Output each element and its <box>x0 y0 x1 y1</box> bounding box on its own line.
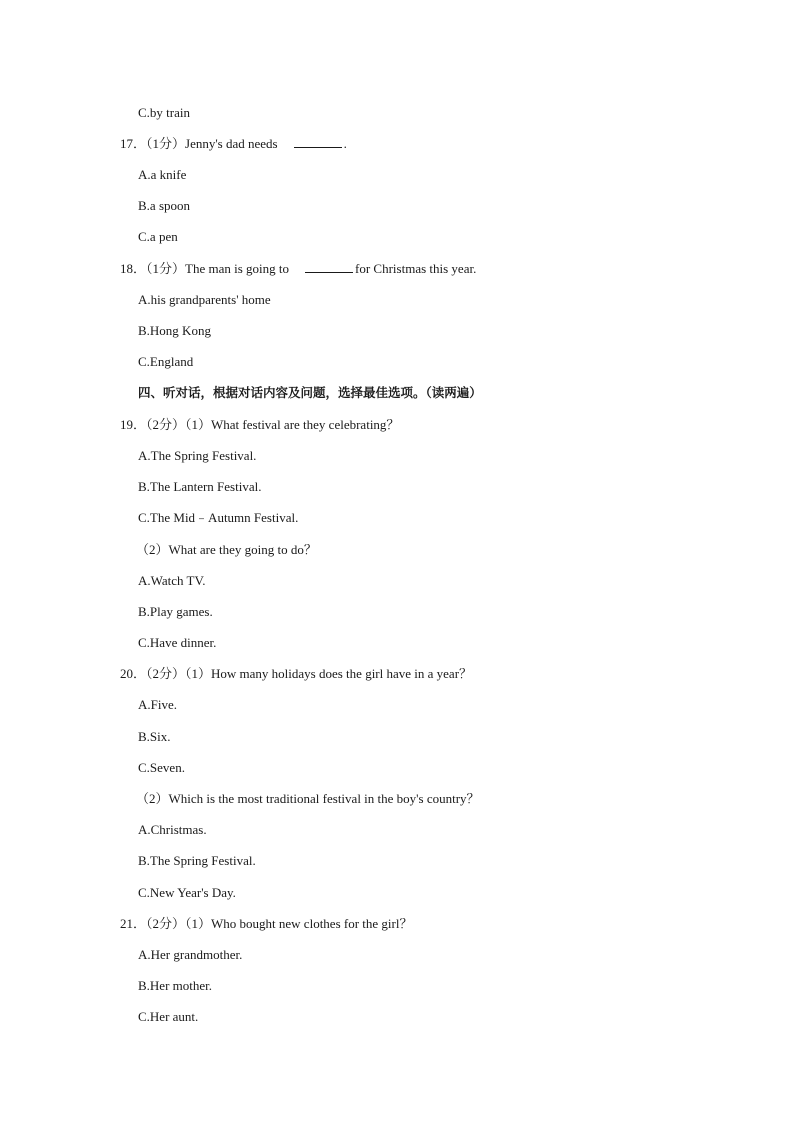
q18-option-c: C.England <box>138 354 194 369</box>
q17-option-a: A.a knife <box>138 167 187 182</box>
question-number: 19．（2分） <box>120 417 186 432</box>
question-number: 18．（1分） <box>120 261 186 276</box>
q16-option-c: C.by train <box>138 105 190 120</box>
q19-1-option-b: B.The Lantern Festival. <box>138 479 262 494</box>
question-number: 21．（2分） <box>120 916 186 931</box>
q19-2-option-a: A.Watch TV. <box>138 573 206 588</box>
question-number: 20．（2分） <box>120 666 186 681</box>
q19-2-option-b: B.Play games. <box>138 604 213 619</box>
question-20 <box>120 666 472 682</box>
question-stem: Jenny's dad needs <box>185 136 278 151</box>
question-19 <box>120 417 399 433</box>
q19-2-option-c: C.Have dinner. <box>138 635 217 650</box>
section-4-title: 四、听对话，根据对话内容及问题，选择最佳选项。（读两遍） <box>138 385 482 400</box>
q19-sub-question-2: （2）What are they going to do？ <box>136 542 317 557</box>
sub-question-1: （1）How many holidays does the girl have in a year？ <box>185 666 473 681</box>
answer-blank <box>305 261 353 273</box>
q19-1-option-c: C.The Mid﹣Autumn Festival. <box>138 510 299 525</box>
question-18 <box>120 261 476 277</box>
question-17 <box>120 136 347 152</box>
q21-1-option-c: C.Her aunt. <box>138 1009 199 1024</box>
sub-question-1: （1）What festival are they celebrating？ <box>185 417 400 432</box>
q20-1-option-a: A.Five. <box>138 697 177 712</box>
q20-1-option-b: B.Six. <box>138 729 171 744</box>
question-stem-end: . <box>343 136 347 151</box>
q20-2-option-b: B.The Spring Festival. <box>138 853 256 868</box>
q20-2-option-a: A.Christmas. <box>138 822 207 837</box>
answer-blank <box>294 136 342 148</box>
q19-1-option-a: A.The Spring Festival. <box>138 448 257 463</box>
q20-1-option-c: C.Seven. <box>138 760 185 775</box>
q17-option-b: B.a spoon <box>138 198 190 213</box>
q20-sub-question-2: （2）Which is the most traditional festival in the boy's country？ <box>136 791 480 806</box>
question-21 <box>120 916 412 932</box>
sub-question-1: （1）Who bought new clothes for the girl？ <box>185 916 413 931</box>
question-stem-end: for Christmas this year. <box>355 261 477 276</box>
q18-option-b: B.Hong Kong <box>138 323 211 338</box>
q17-option-c: C.a pen <box>138 229 178 244</box>
q18-option-a: A.his grandparents' home <box>138 292 271 307</box>
q20-2-option-c: C.New Year's Day. <box>138 885 236 900</box>
question-number: 17．（1分） <box>120 136 186 151</box>
q21-1-option-b: B.Her mother. <box>138 978 213 993</box>
q21-1-option-a: A.Her grandmother. <box>138 947 243 962</box>
question-stem: The man is going to <box>185 261 290 276</box>
